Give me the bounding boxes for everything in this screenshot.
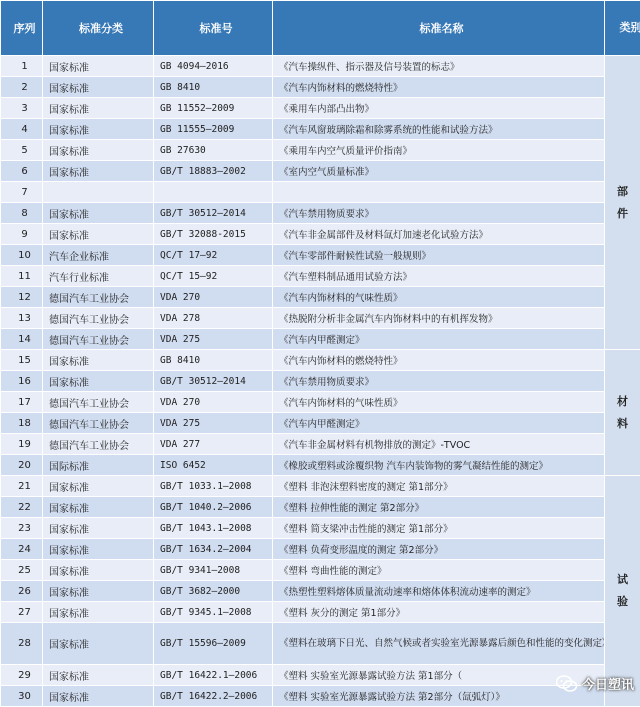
table-row <box>1 581 640 602</box>
cell-index: 25 <box>1 560 43 581</box>
cell-code: GB/T 16422.1—2006 <box>154 665 273 686</box>
category-cell <box>605 476 640 707</box>
cell-name: 《汽车零部件耐候性试验一般规则》 <box>273 245 605 266</box>
cell-code: GB/T 9341—2008 <box>154 560 273 581</box>
cell-index: 24 <box>1 539 43 560</box>
cell-name: 《乘用车内部凸出物》 <box>273 98 605 119</box>
cell-name: 《塑料 灰分的测定 第1部分》 <box>273 602 605 623</box>
table-body <box>1 56 640 707</box>
cell-classification <box>43 182 154 203</box>
cell-code: GB 27630 <box>154 140 273 161</box>
cell-index: 11 <box>1 266 43 287</box>
table-row <box>1 623 640 665</box>
cell-index: 12 <box>1 287 43 308</box>
table-header-row <box>1 1 640 56</box>
cell-code: VDA 278 <box>154 308 273 329</box>
table-row <box>1 518 640 539</box>
cell-index: 1 <box>1 56 43 77</box>
cell-name: 《热塑性塑料熔体质量流动速率和熔体体积流动速率的测定》 <box>273 581 605 602</box>
cell-index: 18 <box>1 413 43 434</box>
cell-classification: 国家标准 <box>43 140 154 161</box>
table-row <box>1 434 640 455</box>
cell-index: 17 <box>1 392 43 413</box>
cell-classification: 汽车行业标准 <box>43 266 154 287</box>
cell-classification: 国家标准 <box>43 161 154 182</box>
cell-code: GB/T 9345.1—2008 <box>154 602 273 623</box>
cell-name: 《汽车操纵件、指示器及信号装置的标志》 <box>273 56 605 77</box>
cell-name: 《汽车非金属材料有机物排放的测定》-TVOC <box>273 434 605 455</box>
cell-classification: 国家标准 <box>43 560 154 581</box>
table-row <box>1 224 640 245</box>
cell-index: 7 <box>1 182 43 203</box>
cell-name <box>273 182 605 203</box>
cell-classification: 国家标准 <box>43 56 154 77</box>
wechat-bubble-icon <box>556 675 578 693</box>
cell-code: GB 8410 <box>154 350 273 371</box>
table-row <box>1 455 640 476</box>
table-row <box>1 182 640 203</box>
cell-classification: 国家标准 <box>43 371 154 392</box>
cell-classification: 国家标准 <box>43 665 154 686</box>
cell-classification: 国家标准 <box>43 623 154 665</box>
cell-index: 10 <box>1 245 43 266</box>
cell-code: GB/T 1033.1—2008 <box>154 476 273 497</box>
cell-index: 6 <box>1 161 43 182</box>
cell-index: 2 <box>1 77 43 98</box>
cell-index: 29 <box>1 665 43 686</box>
cell-classification: 国家标准 <box>43 224 154 245</box>
cell-index: 5 <box>1 140 43 161</box>
header-category <box>605 1 640 56</box>
cell-index: 16 <box>1 371 43 392</box>
table-row <box>1 371 640 392</box>
cell-name: 《塑料 非泡沫塑料密度的测定 第1部分》 <box>273 476 605 497</box>
watermark <box>556 674 634 693</box>
cell-name: 《汽车内饰材料的气味性质》 <box>273 392 605 413</box>
cell-name: 《汽车内甲醛测定》 <box>273 413 605 434</box>
cell-name: 《橡胶或塑料或涂覆织物 汽车内装饰物的雾气凝结性能的测定》 <box>273 455 605 476</box>
cell-classification: 国家标准 <box>43 203 154 224</box>
cell-index: 19 <box>1 434 43 455</box>
cell-code <box>154 182 273 203</box>
cell-code: VDA 270 <box>154 287 273 308</box>
cell-code: VDA 277 <box>154 434 273 455</box>
table-row <box>1 560 640 581</box>
cell-code: GB/T 30512—2014 <box>154 371 273 392</box>
cell-index: 26 <box>1 581 43 602</box>
cell-code: GB/T 3682—2000 <box>154 581 273 602</box>
table-row <box>1 392 640 413</box>
cell-code: VDA 275 <box>154 329 273 350</box>
cell-name: 《汽车风窗玻璃除霜和除雾系统的性能和试验方法》 <box>273 119 605 140</box>
cell-name: 《汽车非金属部件及材料氙灯加速老化试验方法》 <box>273 224 605 245</box>
table-row <box>1 665 640 686</box>
table-row <box>1 308 640 329</box>
header-classification: 标准分类 <box>43 1 154 56</box>
cell-index: 20 <box>1 455 43 476</box>
cell-name: 《塑料 实验室光源暴露试验方法 第1部分（ <box>273 665 605 686</box>
category-label: 材料 <box>617 391 629 435</box>
cell-classification: 国家标准 <box>43 119 154 140</box>
cell-index: 23 <box>1 518 43 539</box>
cell-index: 14 <box>1 329 43 350</box>
cell-classification: 德国汽车工业协会 <box>43 308 154 329</box>
header-name: 标准名称 <box>273 1 605 56</box>
table-row <box>1 77 640 98</box>
cell-index: 27 <box>1 602 43 623</box>
cell-index: 13 <box>1 308 43 329</box>
table-row <box>1 602 640 623</box>
cell-name: 《塑料在玻璃下日光、自然气候或者实验室光源暴露后颜色和性能的变化测定》 <box>273 623 605 665</box>
cell-code: GB 11555—2009 <box>154 119 273 140</box>
cell-code: VDA 270 <box>154 392 273 413</box>
cell-classification: 汽车企业标准 <box>43 245 154 266</box>
cell-index: 15 <box>1 350 43 371</box>
cell-classification: 国家标准 <box>43 476 154 497</box>
table-row <box>1 350 640 371</box>
cell-classification: 德国汽车工业协会 <box>43 287 154 308</box>
cell-code: GB/T 15596—2009 <box>154 623 273 665</box>
cell-classification: 国家标准 <box>43 518 154 539</box>
cell-code: QC/T 15—92 <box>154 266 273 287</box>
cell-classification: 国际标准 <box>43 455 154 476</box>
category-cell <box>605 350 640 476</box>
cell-code: QC/T 17—92 <box>154 245 273 266</box>
cell-code: GB 11552—2009 <box>154 98 273 119</box>
cell-index: 21 <box>1 476 43 497</box>
cell-classification: 国家标准 <box>43 602 154 623</box>
cell-code: ISO 6452 <box>154 455 273 476</box>
table-row <box>1 98 640 119</box>
cell-index: 4 <box>1 119 43 140</box>
cell-code: GB 4094—2016 <box>154 56 273 77</box>
cell-name: 《汽车禁用物质要求》 <box>273 203 605 224</box>
cell-classification: 国家标准 <box>43 581 154 602</box>
cell-code: GB/T 32088-2015 <box>154 224 273 245</box>
cell-name: 《热脱附分析非金属汽车内饰材料中的有机挥发物》 <box>273 308 605 329</box>
table-row <box>1 413 640 434</box>
cell-code: GB 8410 <box>154 77 273 98</box>
category-label: 试验 <box>617 569 629 613</box>
cell-name: 《塑料 实验室光源暴露试验方法 第2部分（氙弧灯）》 <box>273 686 605 707</box>
cell-name: 《乘用车内空气质量评价指南》 <box>273 140 605 161</box>
cell-code: GB/T 1634.2—2004 <box>154 539 273 560</box>
table-row <box>1 203 640 224</box>
header-category-label: 类别 <box>620 19 632 37</box>
cell-classification: 国家标准 <box>43 686 154 707</box>
cell-index: 8 <box>1 203 43 224</box>
table-row <box>1 686 640 707</box>
cell-name: 《汽车内甲醛测定》 <box>273 329 605 350</box>
table-row <box>1 56 640 77</box>
cell-name: 《汽车内饰材料的燃烧特性》 <box>273 77 605 98</box>
table-row <box>1 329 640 350</box>
cell-name: 《塑料 简支梁冲击性能的测定 第1部分》 <box>273 518 605 539</box>
table-row <box>1 245 640 266</box>
cell-name: 《汽车内饰材料的燃烧特性》 <box>273 350 605 371</box>
cell-name: 《汽车塑料制品通用试验方法》 <box>273 266 605 287</box>
cell-classification: 德国汽车工业协会 <box>43 413 154 434</box>
cell-classification: 德国汽车工业协会 <box>43 329 154 350</box>
cell-index: 22 <box>1 497 43 518</box>
cell-name: 《室内空气质量标准》 <box>273 161 605 182</box>
cell-index: 30 <box>1 686 43 707</box>
cell-code: VDA 275 <box>154 413 273 434</box>
table-row <box>1 119 640 140</box>
cell-code: GB/T 1040.2—2006 <box>154 497 273 518</box>
cell-classification: 德国汽车工业协会 <box>43 392 154 413</box>
cell-classification: 国家标准 <box>43 77 154 98</box>
table-row <box>1 161 640 182</box>
table-row <box>1 476 640 497</box>
table-row <box>1 539 640 560</box>
cell-name: 《汽车内饰材料的气味性质》 <box>273 287 605 308</box>
cell-classification: 德国汽车工业协会 <box>43 434 154 455</box>
cell-index: 9 <box>1 224 43 245</box>
cell-code: GB/T 1043.1—2008 <box>154 518 273 539</box>
category-label: 部件 <box>617 181 629 225</box>
table-row <box>1 287 640 308</box>
cell-index: 3 <box>1 98 43 119</box>
cell-classification: 国家标准 <box>43 350 154 371</box>
category-cell <box>605 56 640 350</box>
cell-classification: 国家标准 <box>43 98 154 119</box>
table-row <box>1 497 640 518</box>
cell-code: GB/T 30512—2014 <box>154 203 273 224</box>
cell-code: GB/T 16422.2—2006 <box>154 686 273 707</box>
cell-name: 《塑料 弯曲性能的测定》 <box>273 560 605 581</box>
header-index: 序列 <box>1 1 43 56</box>
cell-name: 《塑料 拉伸性能的测定 第2部分》 <box>273 497 605 518</box>
cell-classification: 国家标准 <box>43 497 154 518</box>
cell-name: 《汽车禁用物质要求》 <box>273 371 605 392</box>
table-row <box>1 266 640 287</box>
cell-name: 《塑料 负荷变形温度的测定 第2部分》 <box>273 539 605 560</box>
table-row <box>1 140 640 161</box>
cell-index: 28 <box>1 623 43 665</box>
cell-classification: 国家标准 <box>43 539 154 560</box>
watermark-text: 今日塑讯 <box>582 674 634 693</box>
header-code: 标准号 <box>154 1 273 56</box>
cell-code: GB/T 18883—2002 <box>154 161 273 182</box>
